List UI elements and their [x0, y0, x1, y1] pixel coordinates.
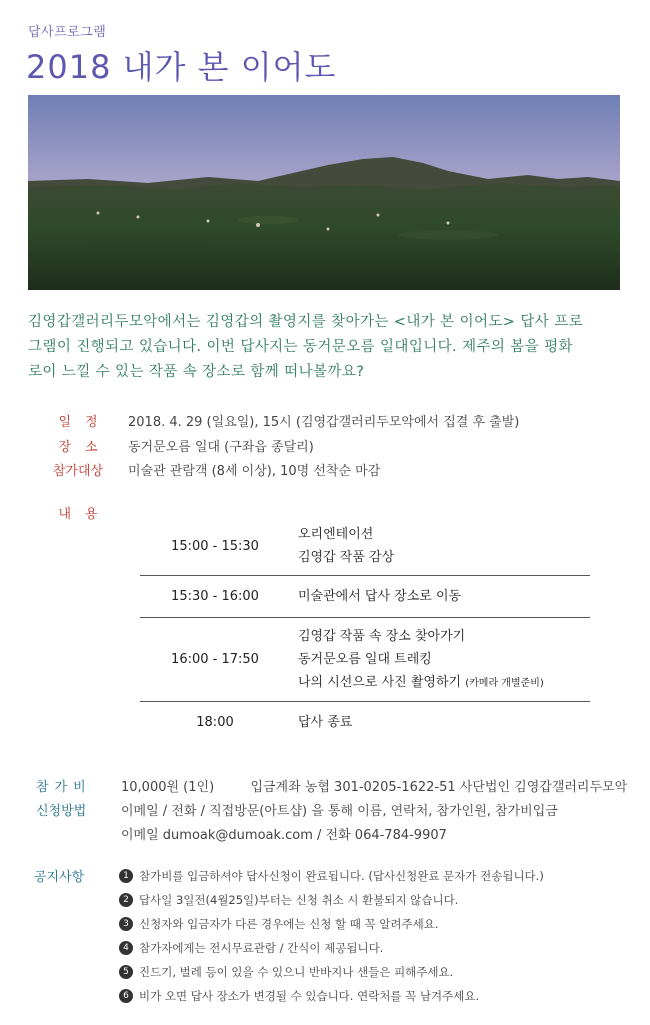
- info-participants-value: 미술관 관람객 (8세 이상), 10명 선착순 마감: [128, 464, 381, 479]
- notice-item: [119, 984, 619, 1008]
- info-content-row: [28, 503, 128, 522]
- schedule-activities: [290, 711, 590, 734]
- notice-number: 4: [119, 941, 133, 955]
- notice-text: 진드기, 벌레 등이 있을 수 있으니 반바지나 샌들은 피해주세요.: [139, 965, 454, 979]
- fee-value: 10,000원 (1인): [121, 780, 215, 795]
- schedule-activity: 답사 종료: [298, 714, 353, 730]
- schedule-time: 16:00 - 17:50: [171, 652, 259, 667]
- apply-label: 신청방법: [36, 804, 87, 819]
- page-title: 2018 내가 본 이어도: [26, 48, 337, 86]
- schedule-activity: 오리엔테이션: [298, 527, 374, 542]
- info-place-value: 동거문오름 일대 (구좌읍 종달리): [128, 440, 314, 455]
- notice-text: 참가비를 입금하셔야 답사신청이 완료됩니다. (답사신청완료 문자가 전송됩니다.): [139, 869, 544, 883]
- intro-line: 그램이 진행되고 있습니다. 이번 답사지는 동거문오름 일대입니다. 제주의 봄을 평화: [28, 339, 573, 355]
- info-participants-label: 참가대상: [52, 464, 104, 479]
- schedule-activity: 미술관에서 답사 장소로 이동: [298, 589, 462, 604]
- info-date-value: 2018. 4. 29 (일요일), 15시 (김영갑갤러리두모악에서 집결 후 출발): [128, 415, 520, 430]
- notice-number: 2: [119, 893, 133, 907]
- program-kicker: 답사프로그램: [28, 25, 107, 40]
- info-place-row: [28, 436, 314, 455]
- schedule-activity: 김영갑 작품 감상: [298, 550, 395, 565]
- schedule-row: [140, 618, 590, 702]
- fee-line: [121, 776, 627, 795]
- schedule-table: [140, 517, 590, 742]
- notice-item: [119, 960, 619, 984]
- info-date-label: 일정: [58, 415, 112, 430]
- schedule-time: 15:00 - 15:30: [171, 538, 259, 554]
- info-place-label: 장소: [58, 440, 112, 455]
- schedule-activity: 동거문오름 일대 트레킹: [298, 651, 432, 667]
- schedule-time: 18:00: [196, 714, 234, 730]
- apply-method: 이메일 / 전화 / 직접방문(아트샵) 을 통해 이름, 연락처, 참가인원, 참가비입금: [121, 804, 558, 819]
- schedule-activity-text: 나의 시선으로 사진 촬영하기: [298, 674, 462, 690]
- notice-number: 6: [119, 989, 133, 1003]
- notice-list: [119, 864, 619, 1008]
- schedule-row: [140, 517, 590, 576]
- notice-item: [119, 912, 619, 936]
- schedule-activity: [298, 671, 590, 695]
- intro-paragraph: [28, 310, 628, 385]
- intro-line: 로이 느낄 수 있는 작품 속 장소로 함께 떠나볼까요?: [28, 364, 365, 380]
- intro-line: 김영갑갤러리두모악에서는 김영갑의 촬영지를 찾아가는 <내가 본 이어도> 답사 프로: [28, 314, 584, 330]
- schedule-note: (카메라 개별준비): [465, 677, 544, 689]
- notice-label: 공지사항: [34, 870, 85, 885]
- notice-item: [119, 864, 619, 888]
- notice-number: 5: [119, 965, 133, 979]
- info-participants-row: [28, 460, 380, 479]
- landscape-photo: [28, 95, 620, 290]
- notice-number: 1: [119, 869, 133, 883]
- schedule-activities: [290, 585, 590, 608]
- fee-label: 참가비: [36, 780, 92, 795]
- notice-text: 참가자에게는 전시무료관람 / 간식이 제공됩니다.: [139, 941, 384, 955]
- schedule-activities: [290, 625, 590, 695]
- schedule-activity: 김영갑 작품 속 장소 찾아가기: [298, 628, 466, 644]
- schedule-activities: [290, 523, 590, 569]
- notice-number: 3: [119, 917, 133, 931]
- notice-item: [119, 936, 619, 960]
- notice-text: 신청자와 입금자가 다른 경우에는 신청 할 때 꼭 알려주세요.: [139, 917, 439, 931]
- notice-item: [119, 888, 619, 912]
- notice-text: 비가 오면 답사 장소가 변경될 수 있습니다. 연락처를 꼭 남겨주세요.: [139, 989, 480, 1003]
- schedule-row: [140, 702, 590, 742]
- schedule-time: 15:30 - 16:00: [171, 589, 259, 604]
- notice-text: 답사일 3일전(4월25일)부터는 신청 취소 시 환불되지 않습니다.: [139, 893, 459, 907]
- info-content-label: 내용: [58, 507, 112, 522]
- schedule-row: [140, 576, 590, 618]
- info-date-row: [28, 411, 519, 430]
- fee-account: 입금계좌 농협 301-0205-1622-51 사단법인 김영갑갤러리두모악: [250, 780, 628, 795]
- apply-contact: 이메일 dumoak@dumoak.com / 전화 064-784-9907: [121, 828, 447, 843]
